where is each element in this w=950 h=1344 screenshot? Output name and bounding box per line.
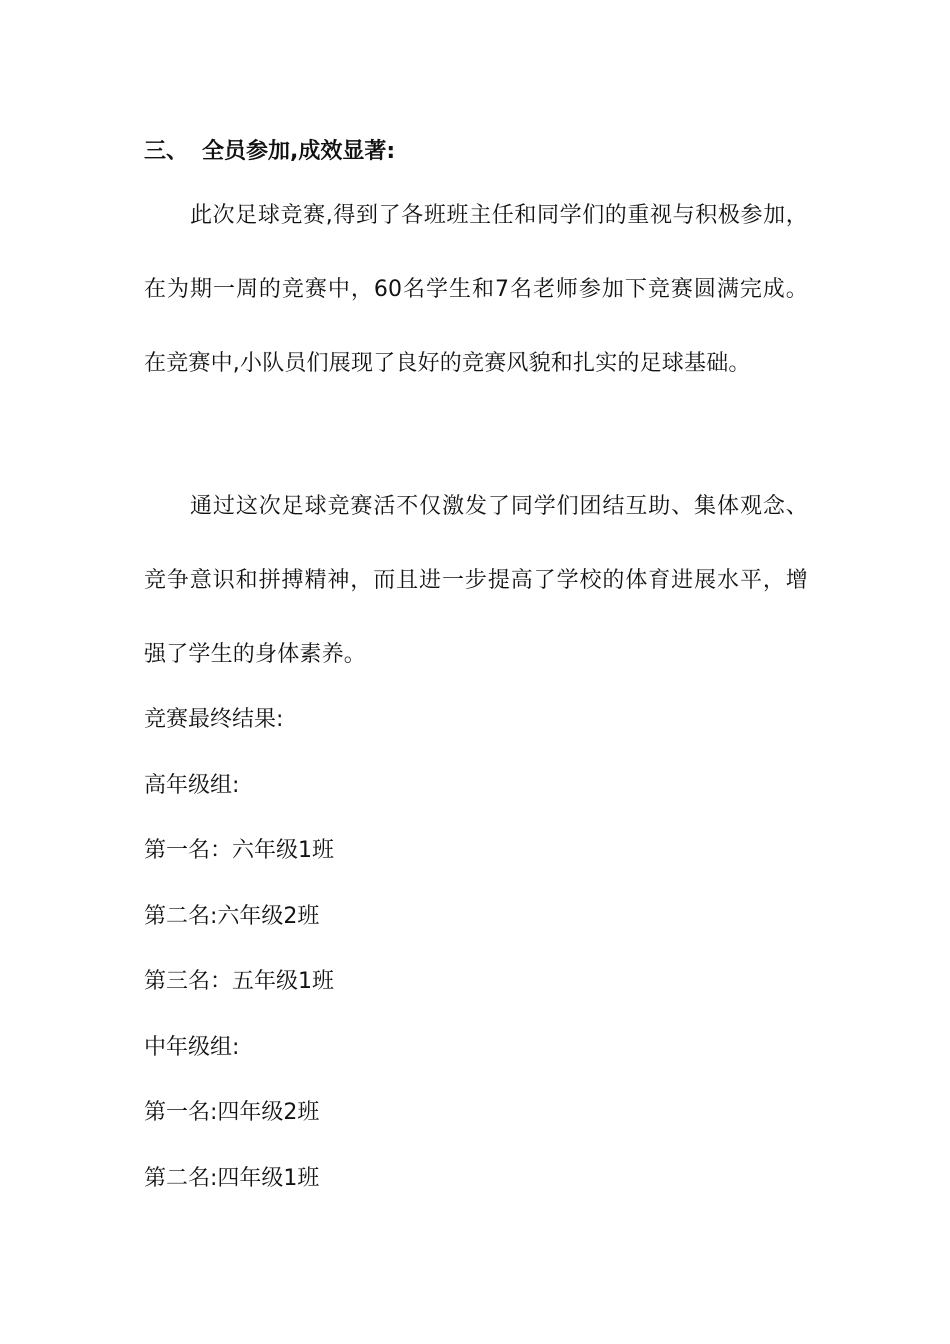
middle-second-place: 第二名:四年级1班 [144, 1166, 320, 1191]
section-title: 全员参加,成效显著: [202, 139, 396, 164]
senior-third-place: 第三名：五年级1班 [144, 969, 334, 994]
middle-group-label: 中年级组: [144, 1035, 240, 1060]
section-number: 三、 [144, 139, 189, 164]
paragraph-participation: 此次足球竞赛,得到了各班班主任和同学们的重视与积极参加，在为期一周的竞赛中，60名学生和7名老师参加下竞赛圆满完成。在竞赛中,小队员们展现了良好的竞赛风貌和扎实的足球基础。 [144, 203, 808, 376]
results-title: 竞赛最终结果: [144, 707, 284, 732]
senior-first-place: 第一名：六年级1班 [144, 838, 334, 863]
section-heading [144, 132, 395, 172]
senior-second-place: 第二名:六年级2班 [144, 904, 320, 929]
paragraph-impact: 通过这次足球竞赛活不仅激发了同学们团结互助、集体观念、竞争意识和拼搏精神，而且进一步提高了学校的体育进展水平，增强了学生的身体素养。 [144, 494, 808, 667]
senior-group-label: 高年级组: [144, 773, 240, 798]
middle-first-place: 第一名:四年级2班 [144, 1100, 320, 1125]
